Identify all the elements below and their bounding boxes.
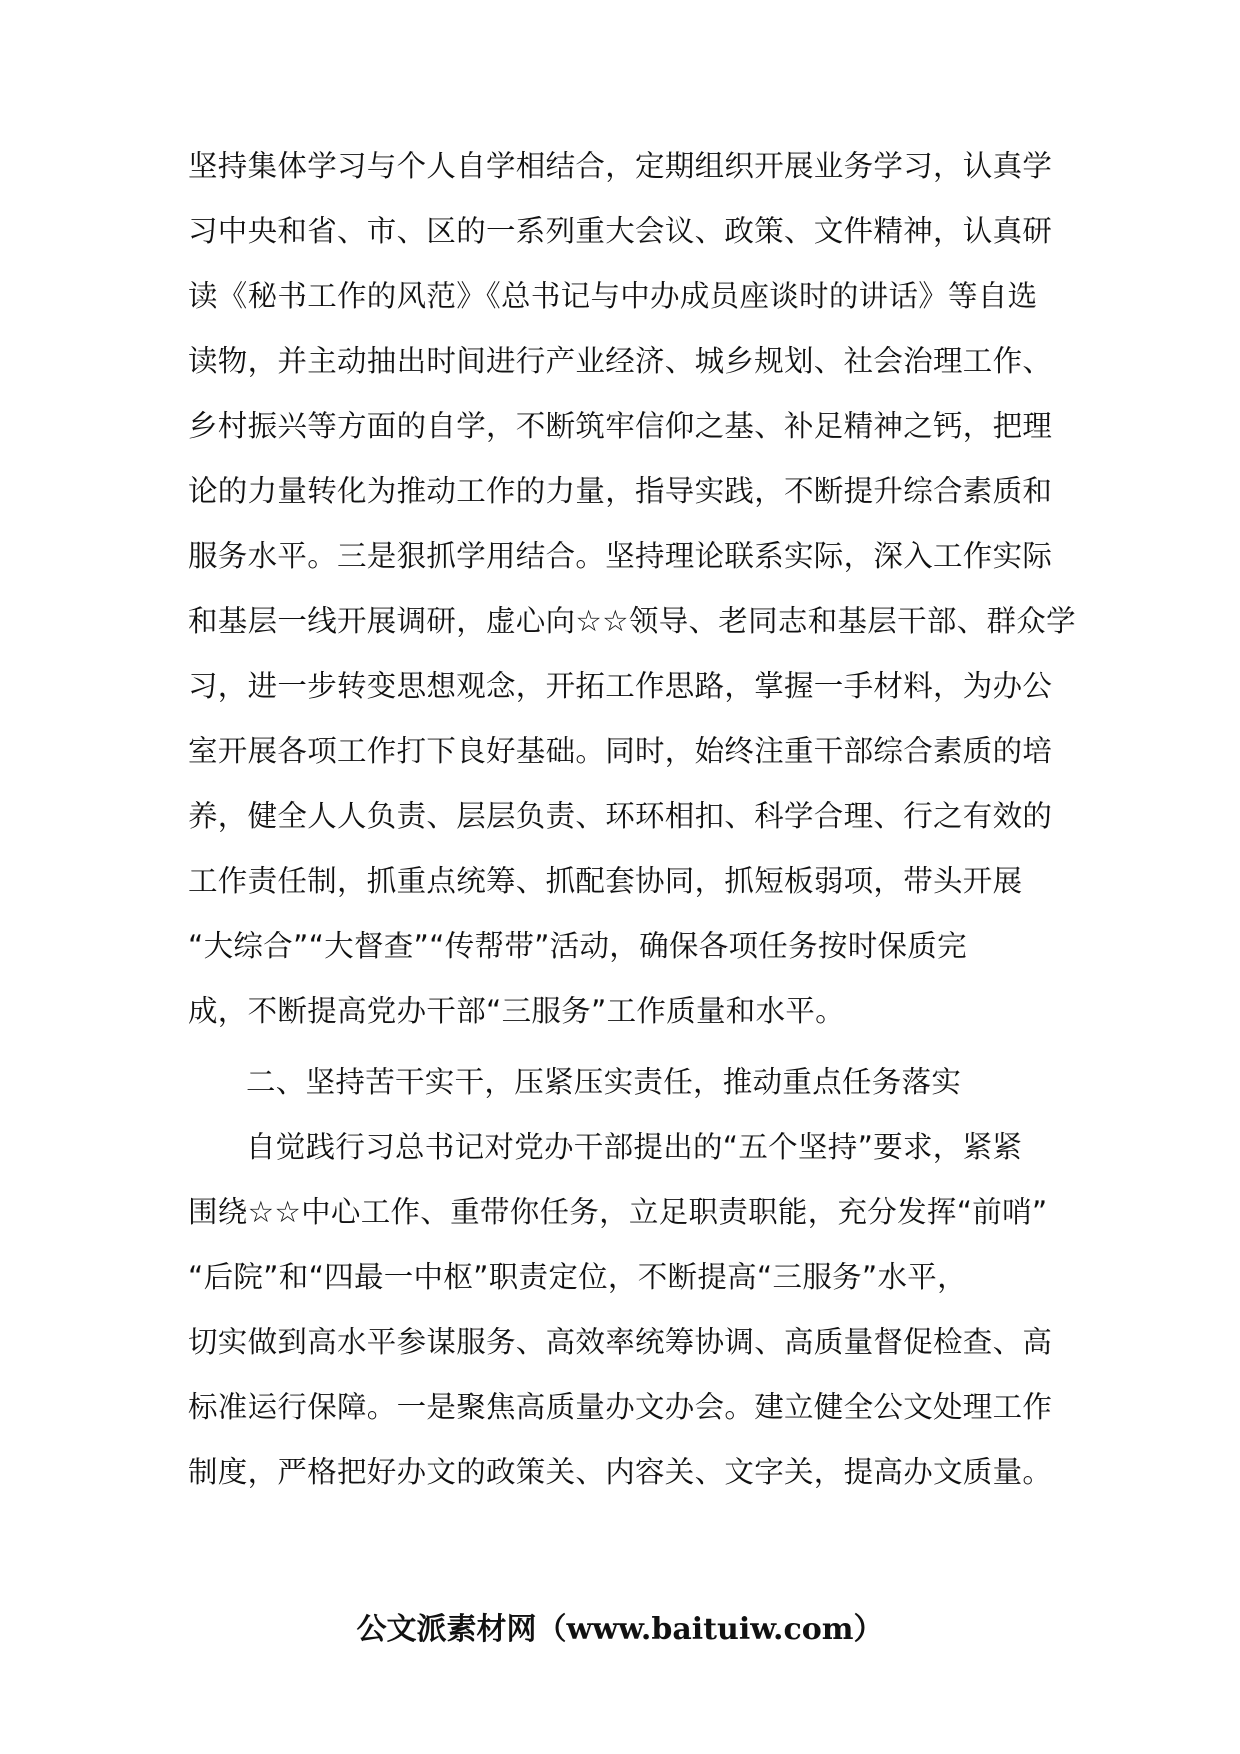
paragraph-line: 习中央和省、市、区的一系列重大会议、政策、文件精神，认真研 xyxy=(188,214,1053,248)
paragraph-line: 成，不断提高党办干部“三服务”工作质量和水平。 xyxy=(188,994,845,1028)
paragraph-line: 习，进一步转变思想观念，开拓工作思路，掌握一手材料，为办公 xyxy=(188,669,1053,703)
paragraph-line: “后院”和“四最一中枢”职责定位，不断提高“三服务”水平， xyxy=(188,1260,967,1294)
paragraph-line: 服务水平。三是狠抓学用结合。坚持理论联系实际，深入工作实际 xyxy=(188,539,1053,573)
document-body xyxy=(188,134,1076,1505)
paragraph-line: 室开展各项工作打下良好基础。同时，始终注重干部综合素质的培 xyxy=(188,734,1053,768)
paragraph-line: 围绕☆☆中心工作、重带你任务，立足职责职能，充分发挥“前哨” xyxy=(188,1195,1048,1229)
paragraph-line: 论的力量转化为推动工作的力量，指导实践，不断提升综合素质和 xyxy=(188,474,1053,508)
paragraph-line: 养，健全人人负责、层层负责、环环相扣、科学合理、行之有效的 xyxy=(188,799,1053,833)
paragraph-line: 切实做到高水平参谋服务、高效率统筹协调、高质量督促检查、高 xyxy=(188,1325,1053,1359)
paragraph-line: 和基层一线开展调研，虚心向☆☆领导、老同志和基层干部、群众学 xyxy=(188,604,1076,638)
section-heading: 二、坚持苦干实干，压紧压实责任，推动重点任务落实 xyxy=(246,1065,962,1099)
paragraph-line: 制度，严格把好办文的政策关、内容关、文字关，提高办文质量。 xyxy=(188,1455,1053,1489)
footer-watermark-text: 公文派素材网（www.baituiw.com） xyxy=(356,1612,884,1647)
paragraph-line: “大综合”“大督查”“传帮带”活动，确保各项任务按时保质完 xyxy=(188,929,967,963)
paragraph-line: 读《秘书工作的风范》《总书记与中办成员座谈时的讲话》等自选 xyxy=(188,279,1038,313)
paragraph-line: 读物，并主动抽出时间进行产业经济、城乡规划、社会治理工作、 xyxy=(188,344,1053,378)
paragraph-line: 坚持集体学习与个人自学相结合，定期组织开展业务学习，认真学 xyxy=(188,149,1053,183)
paragraph-line: 工作责任制，抓重点统筹、抓配套协同，抓短板弱项，带头开展 xyxy=(188,864,1023,898)
paragraph-line: 自觉践行习总书记对党办干部提出的“五个坚持”要求，紧紧 xyxy=(246,1130,1023,1164)
paragraph-line: 标准运行保障。一是聚焦高质量办文办会。建立健全公文处理工作 xyxy=(188,1390,1053,1424)
paragraph-line: 乡村振兴等方面的自学，不断筑牢信仰之基、补足精神之钙，把理 xyxy=(188,409,1053,443)
